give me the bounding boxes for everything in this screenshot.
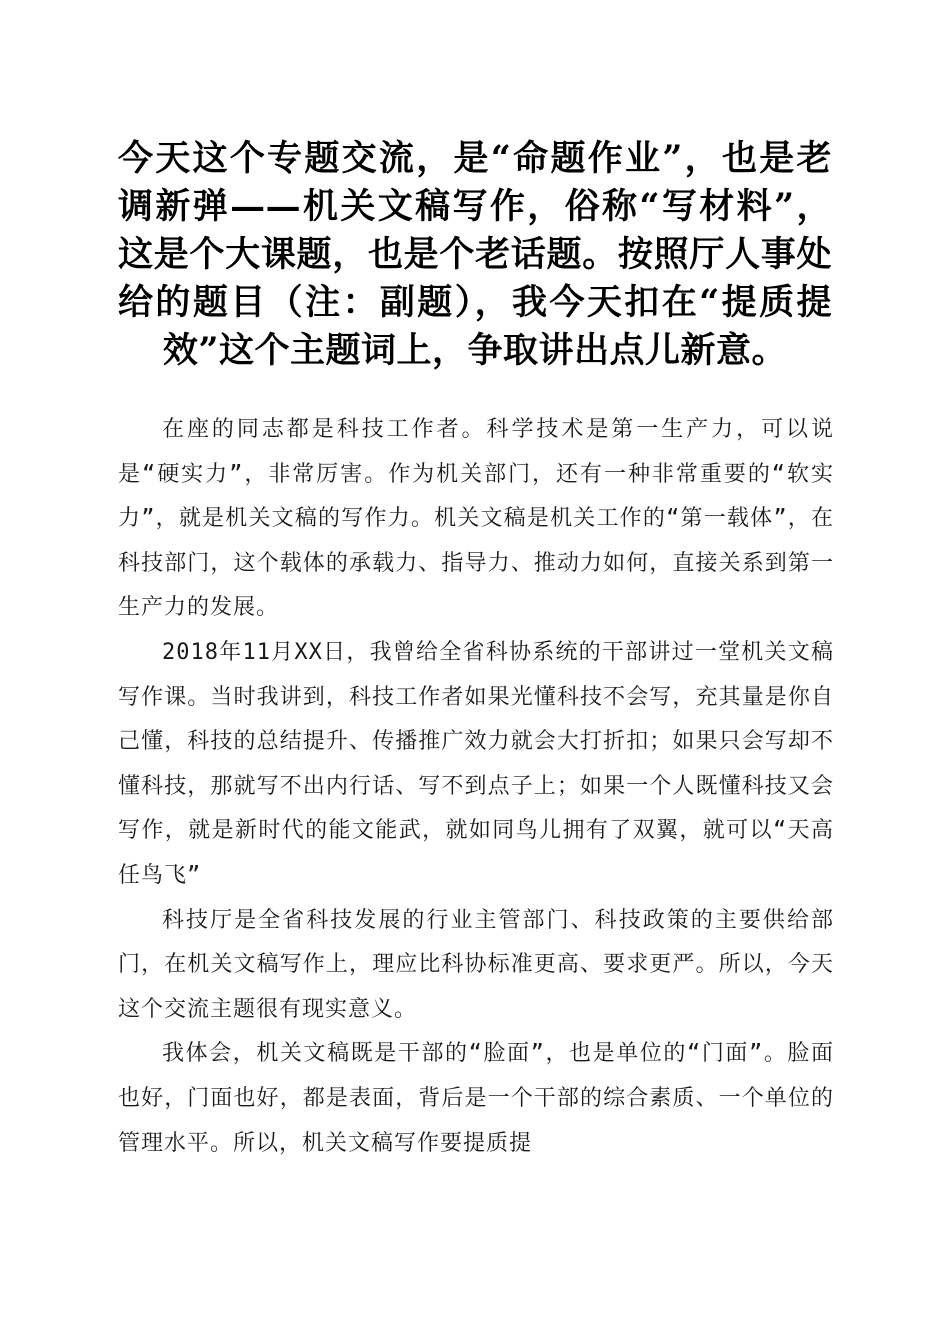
body-paragraph-4: 我体会，机关文稿既是干部的“脸面”，也是单位的“门面”。脸面也好，门面也好，都是表面，背后是一个干部的综合素质、一个单位的管理水平。所以，机关文稿写作要提质提 [118, 1041, 834, 1156]
body-paragraph-2: 2018年11月XX日，我曾给全省科协系统的干部讲过一堂机关文稿写作课。当时我讲到，科技工作者如果光懂科技不会写，充其量是你自己懂，科技的总结提升、传播推广效力就会大打折扣；如果只会写却不懂科技，那就写不出内行话、写不到点子上；如果一个人既懂科技又会写作，就是新时代的能文能武，就如同鸟儿拥有了双翼，就可以“天高任鸟飞” [118, 639, 834, 888]
document-title: 今天这个专题交流，是“命题作业”，也是老调新弹——机关文稿写作，俗称“写材料”，这是个大课题，也是个老话题。按照厅人事处给的题目（注：副题），我今天扣在“提质提效”这个主题词上，争取讲出点儿新意。 [118, 138, 832, 371]
body-paragraph-1: 在座的同志都是科技工作者。科学技术是第一生产力，可以说是“硬实力”，非常厉害。作为机关部门，还有一种非常重要的“软实力”，就是机关文稿的写作力。机关文稿是机关工作的“第一载体”，在科技部门，这个载体的承载力、指导力、推动力如何，直接关系到第一生产力的发展。 [118, 417, 834, 621]
body-paragraph-3: 科技厅是全省科技发展的行业主管部门、科技政策的主要供给部门，在机关文稿写作上，理应比科协标准更高、要求更严。所以，今天这个交流主题很有现实意义。 [118, 907, 834, 1022]
document-body [118, 408, 834, 1166]
